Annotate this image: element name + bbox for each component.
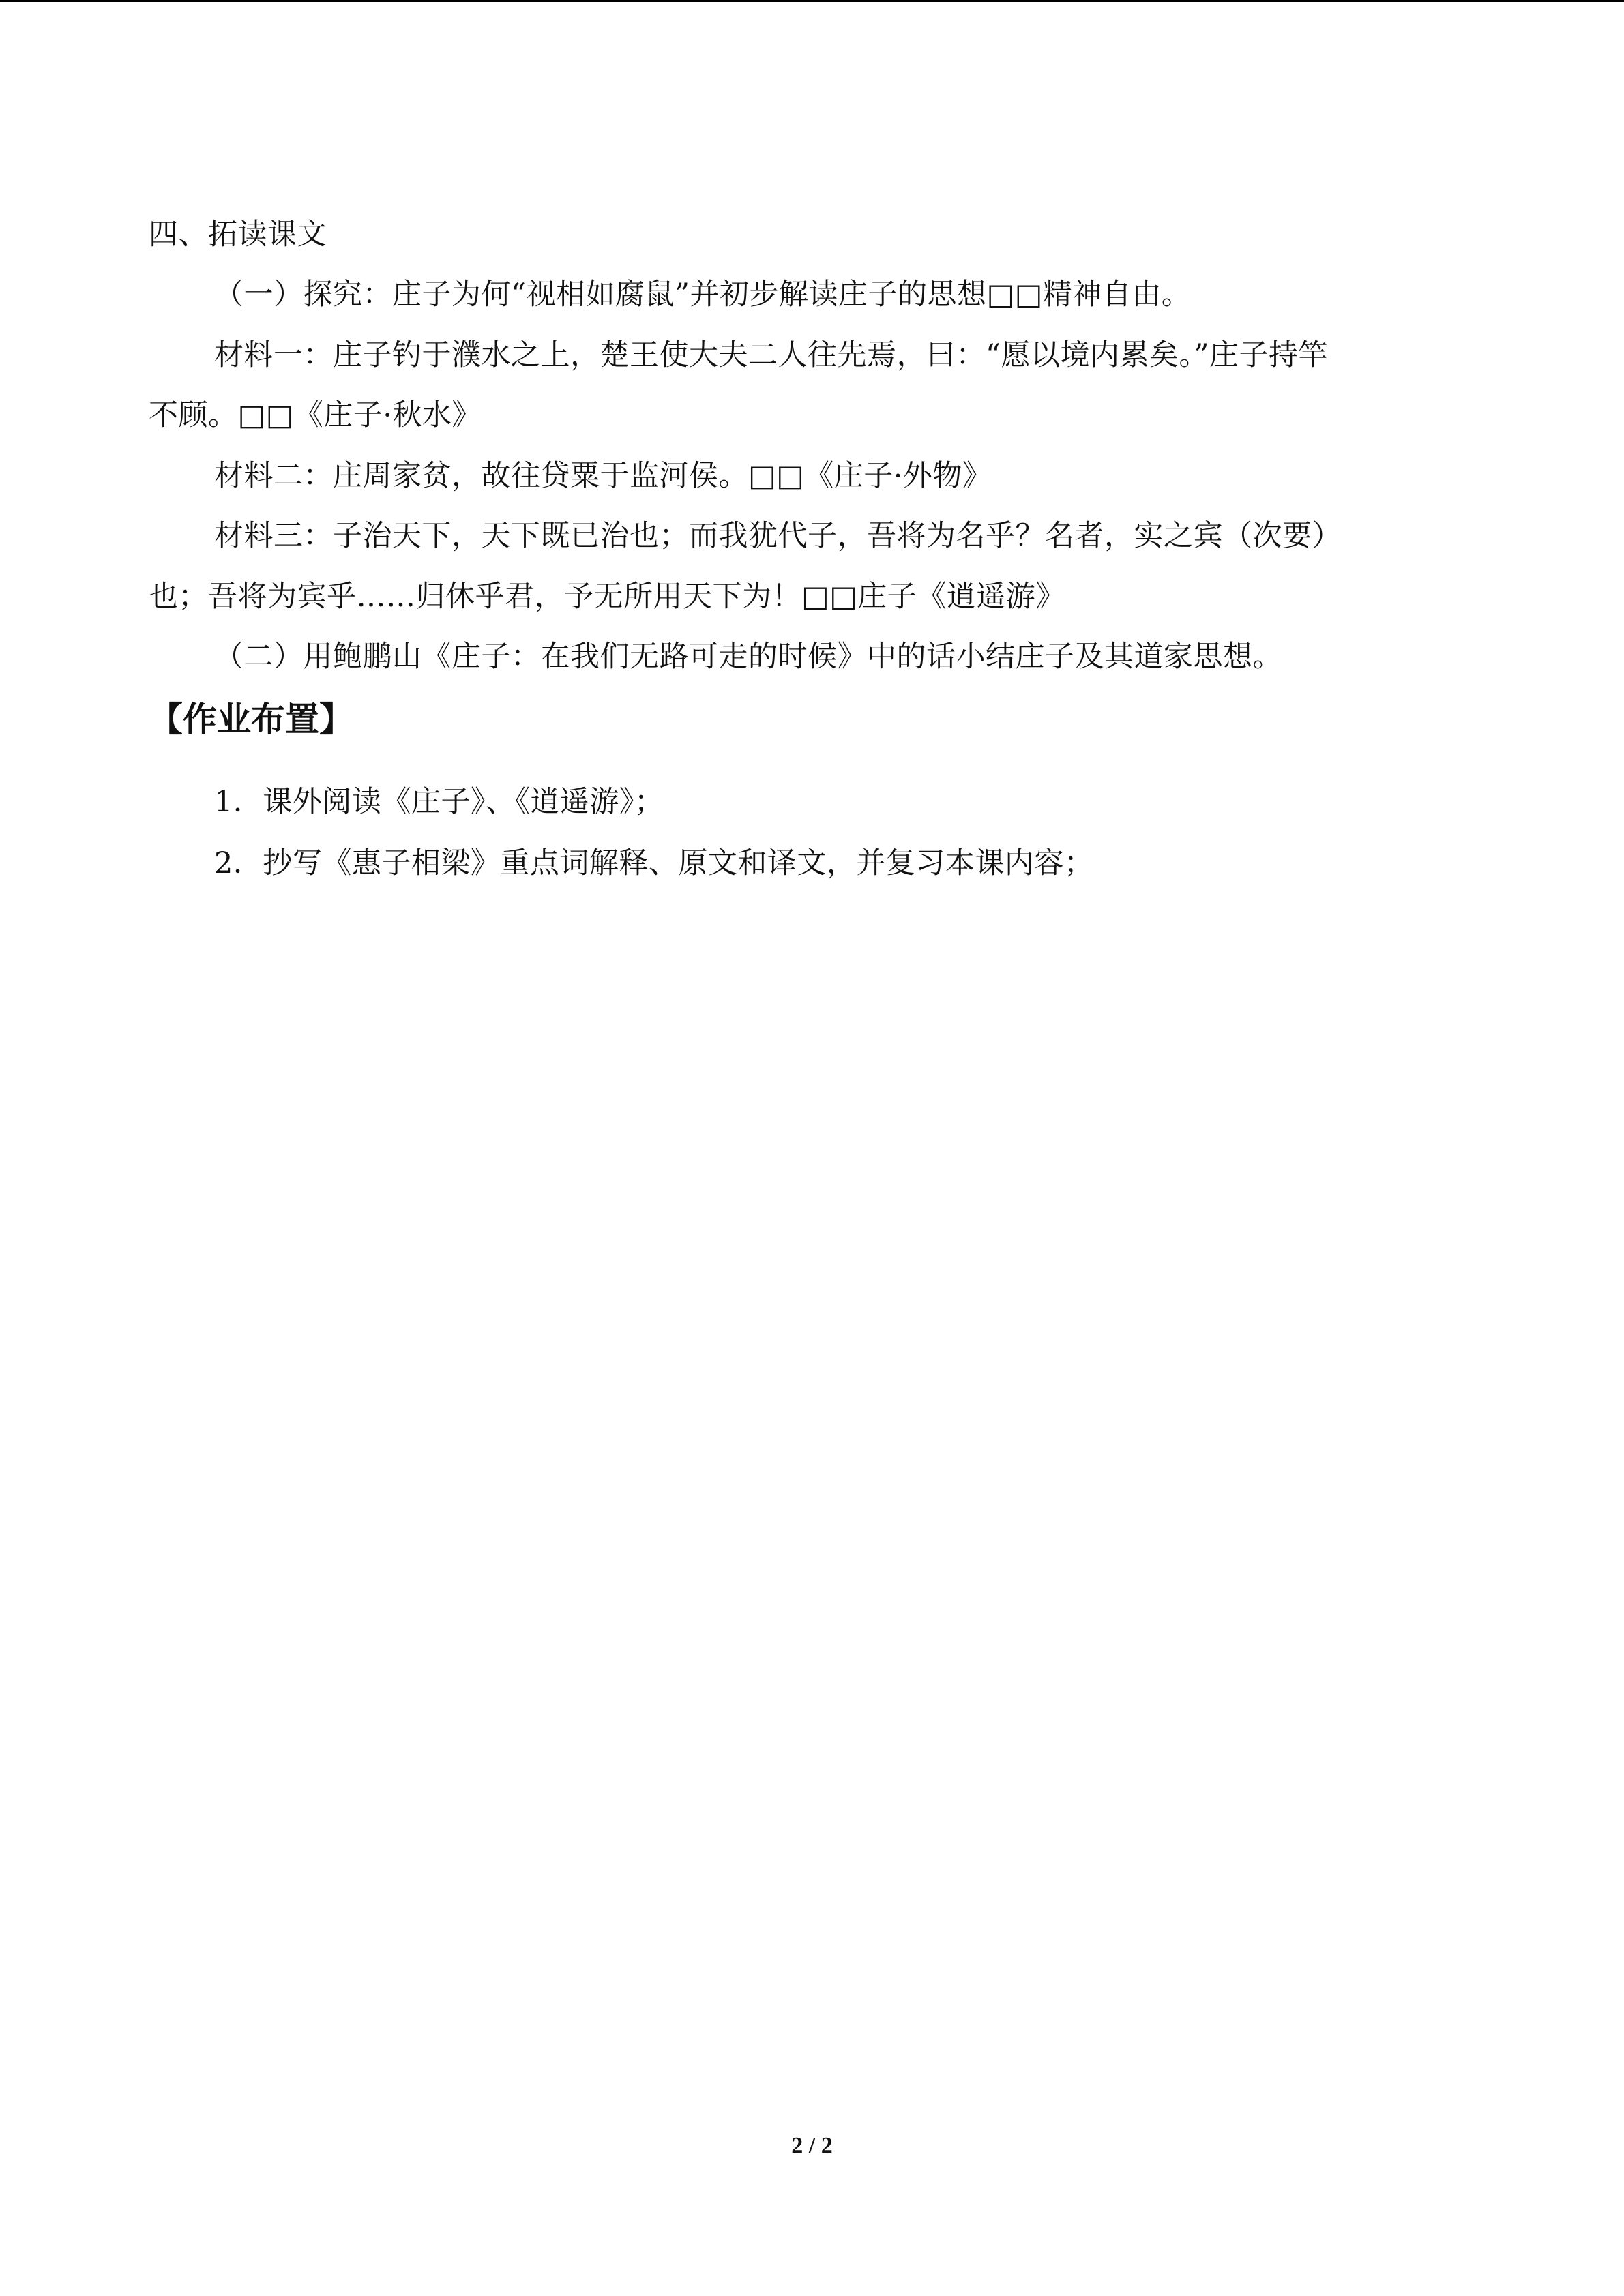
summary-paragraph: （二）用鲍鹏山《庄子：在我们无路可走的时候》中的话小结庄子及其道家思想。 (214, 640, 1282, 674)
page-number: 2 / 2 (791, 2133, 833, 2158)
top-border (0, 0, 1624, 2)
explore-heading: （一）探究：庄子为何“视相如腐鼠”并初步解读庄子的思想□□精神自由。 (214, 278, 1192, 312)
material-3-line-2: 也；吾将为宾乎……归休乎君，予无所用天下为！□□庄子《逍遥游》 (149, 580, 1065, 614)
homework-item-1: 1．课外阅读《庄子》、《逍遥游》； (214, 785, 664, 819)
material-1-line-1: 材料一：庄子钓于濮水之上，楚王使大夫二人往先焉，曰：“愿以境内累矣。”庄子持竿 (214, 338, 1328, 372)
material-3-line-1: 材料三：子治天下，天下既已治也；而我犹代子，吾将为名乎？名者，实之宾（次要） (214, 519, 1342, 553)
material-1-line-2: 不顾。□□《庄子·秋水》 (149, 398, 482, 432)
homework-heading: 【作业布置】 (149, 700, 353, 739)
homework-item-2: 2．抄写《惠子相梁》重点词解释、原文和译文，并复习本课内容； (214, 846, 1094, 880)
material-2: 材料二：庄周家贫，故往贷粟于监河侯。□□《庄子·外物》 (214, 459, 992, 493)
section-title: 四、拓读课文 (149, 218, 327, 252)
